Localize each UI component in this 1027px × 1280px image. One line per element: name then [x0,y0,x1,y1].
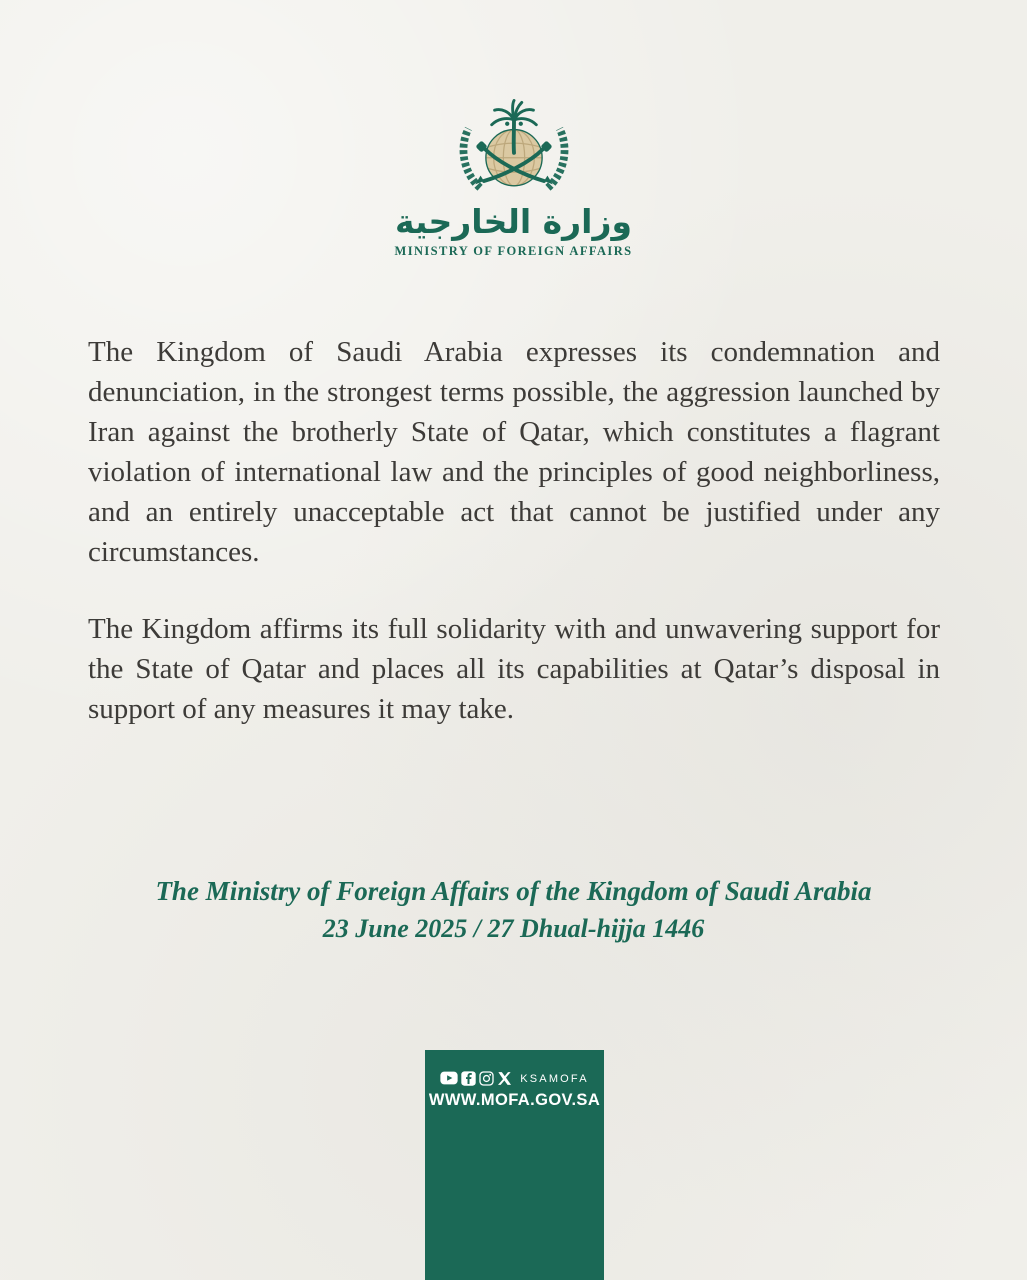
statement-paragraph-1: The Kingdom of Saudi Arabia expresses its condemnation and denunciation, in the strongest terms possible, the aggression launched by Iran against the brotherly State of Qatar, which constitutes a flagrant violation of international law and the principles of good neighborliness, and an entirely unacceptable act that cannot be justified under any circumstances. [88,336,940,568]
logo-arabic-title: وزارة الخارجية [395,202,632,241]
social-row [425,1069,604,1087]
mofa-logo-block [0,98,1027,259]
facebook-icon [461,1071,476,1086]
signature-issuer: The Ministry of Foreign Affairs of the Kingdom of Saudi Arabia [155,876,872,906]
youtube-icon [440,1071,458,1085]
saudi-mofa-emblem-icon [450,98,578,198]
statement-body [88,332,940,729]
x-icon [497,1071,512,1086]
instagram-icon [479,1071,494,1086]
statement-paragraph-2: The Kingdom affirms its full solidarity with and unwavering support for the State of Qatar and places all its capabilities at Qatar’s disposal in support of any measures it may take. [88,613,940,725]
website-url: WWW.MOFA.GOV.SA [428,1091,601,1109]
logo-english-title: MINISTRY OF FOREIGN AFFAIRS [394,243,633,258]
social-handle-label: KSAMOFA [520,1073,589,1085]
signature-date: 23 June 2025 / 27 Dhual-hijja 1446 [322,914,705,943]
footer-banner [425,1050,604,1280]
signature-block [0,872,1027,948]
